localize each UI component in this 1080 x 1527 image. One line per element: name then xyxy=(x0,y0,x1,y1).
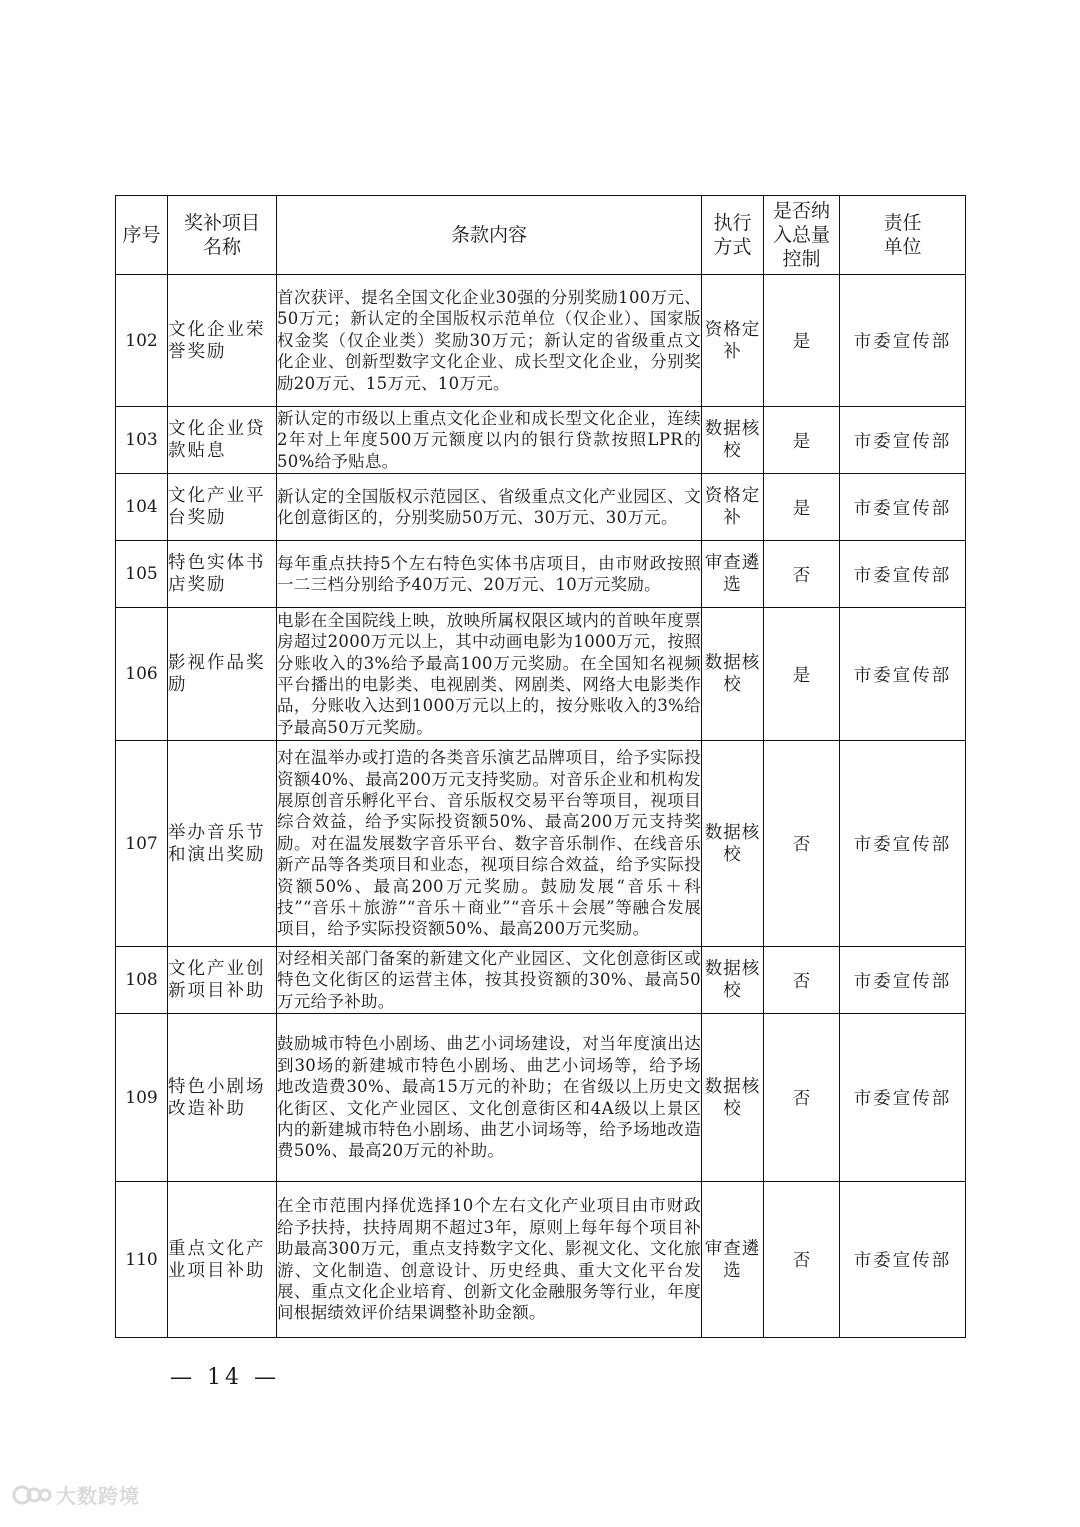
row-name: 文化产业创新项目补助 xyxy=(168,947,277,1014)
table-header-row xyxy=(116,196,966,275)
row-content: 新认定的全国版权示范园区、省级重点文化产业园区、文化创意街区的，分别奖励50万元、30万元、30万元。 xyxy=(277,474,702,541)
row-name: 举办音乐节和演出奖励 xyxy=(168,741,277,947)
row-control: 否 xyxy=(764,541,840,608)
page-number: — 14 — xyxy=(170,1365,280,1390)
row-seq: 105 xyxy=(116,541,168,608)
row-name: 文化企业贷款贴息 xyxy=(168,407,277,474)
row-unit: 市委宣传部 xyxy=(840,1182,966,1338)
watermark-text: 大数跨境 xyxy=(56,1484,140,1508)
row-control: 否 xyxy=(764,947,840,1014)
table-row xyxy=(116,608,966,741)
row-method: 数据核校 xyxy=(702,407,764,474)
row-content: 每年重点扶持5个左右特色实体书店项目，由市财政按照一二三档分别给予40万元、20万元、10万元奖励。 xyxy=(277,541,702,608)
row-seq: 103 xyxy=(116,407,168,474)
row-method: 数据核校 xyxy=(702,741,764,947)
table-row xyxy=(116,1014,966,1182)
row-name: 重点文化产业项目补助 xyxy=(168,1182,277,1338)
row-content: 在全市范围内择优选择10个左右文化产业项目由市财政给予扶持，扶持周期不超过3年，原则上每年每个项目补助最高300万元，重点支持数字文化、影视文化、文化旅游、文化制造、创意设计、历史经典、重大文化平台发展、重点文化企业培育、创新文化金融服务等行业，年度间根据绩效评价结果调整补助金额。 xyxy=(277,1182,702,1338)
row-name: 文化企业荣誉奖励 xyxy=(168,275,277,407)
row-content: 电影在全国院线上映，放映所属权限区域内的首映年度票房超过2000万元以上，其中动画电影为1000万元，按照分账收入的3%给予最高100万元奖励。在全国知名视频平台播出的电影类、电视剧类、网剧类、网络大电影类作品，分账收入达到1000万元以上的，按分账收入的3%给予最高50万元奖励。 xyxy=(277,608,702,741)
row-seq: 109 xyxy=(116,1014,168,1182)
row-content: 对在温举办或打造的各类音乐演艺品牌项目，给予实际投资额40%、最高200万元支持奖励。对音乐企业和机构发展原创音乐孵化平台、音乐版权交易平台等项目，视项目综合效益，给予实际投资额50%、最高200万元支持奖励。对在温发展数字音乐平台、数字音乐制作、在线音乐新产品等各类项目和业态，视项目综合效益，给予实际投资额50%、最高200万元奖励。鼓励发展“音乐＋科技”“音乐＋旅游”“音乐＋商业”“音乐＋会展”等融合发展项目，给予实际投资额50%、最高200万元奖励。 xyxy=(277,741,702,947)
row-control: 是 xyxy=(764,474,840,541)
table-row xyxy=(116,474,966,541)
row-control: 是 xyxy=(764,608,840,741)
row-method: 资格定补 xyxy=(702,275,764,407)
row-method: 数据核校 xyxy=(702,1014,764,1182)
row-name: 特色实体书店奖励 xyxy=(168,541,277,608)
row-control: 否 xyxy=(764,1182,840,1338)
row-method: 审查遴选 xyxy=(702,1182,764,1338)
row-seq: 108 xyxy=(116,947,168,1014)
row-unit: 市委宣传部 xyxy=(840,741,966,947)
row-content: 新认定的市级以上重点文化企业和成长型文化企业，连续2年对上年度500万元额度以内的银行贷款按照LPR的50%给予贴息。 xyxy=(277,407,702,474)
row-method: 资格定补 xyxy=(702,474,764,541)
row-unit: 市委宣传部 xyxy=(840,947,966,1014)
row-content: 首次获评、提名全国文化企业30强的分别奖励100万元、50万元；新认定的全国版权示范单位（仅企业）、国家版权金奖（仅企业类）奖励30万元；新认定的省级重点文化企业、创新型数字文化企业、成长型文化企业，分别奖励20万元、15万元、10万元。 xyxy=(277,275,702,407)
row-unit: 市委宣传部 xyxy=(840,275,966,407)
watermark xyxy=(12,1480,140,1509)
row-unit: 市委宣传部 xyxy=(840,407,966,474)
header-name: 奖补项目 名称 xyxy=(168,196,277,275)
table-row xyxy=(116,1182,966,1338)
row-control: 否 xyxy=(764,741,840,947)
row-unit: 市委宣传部 xyxy=(840,474,966,541)
policy-table xyxy=(115,195,966,1338)
header-control: 是否纳 入总量 控制 xyxy=(764,196,840,275)
row-unit: 市委宣传部 xyxy=(840,608,966,741)
row-content: 对经相关部门备案的新建文化产业园区、文化创意街区或特色文化街区的运营主体，按其投资额的30%、最高50万元给予补助。 xyxy=(277,947,702,1014)
table-row xyxy=(116,407,966,474)
row-seq: 107 xyxy=(116,741,168,947)
row-unit: 市委宣传部 xyxy=(840,1014,966,1182)
row-method: 数据核校 xyxy=(702,608,764,741)
row-method: 数据核校 xyxy=(702,947,764,1014)
header-unit: 责任 单位 xyxy=(840,196,966,275)
header-method: 执行 方式 xyxy=(702,196,764,275)
table-row xyxy=(116,947,966,1014)
table-row xyxy=(116,541,966,608)
row-unit: 市委宣传部 xyxy=(840,541,966,608)
row-name: 影视作品奖励 xyxy=(168,608,277,741)
row-name: 特色小剧场改造补助 xyxy=(168,1014,277,1182)
row-control: 否 xyxy=(764,1014,840,1182)
row-control: 是 xyxy=(764,407,840,474)
table-row xyxy=(116,275,966,407)
row-method: 审查遴选 xyxy=(702,541,764,608)
logo-icon xyxy=(12,1482,52,1508)
header-content: 条款内容 xyxy=(277,196,702,275)
row-seq: 102 xyxy=(116,275,168,407)
table-row xyxy=(116,741,966,947)
row-name: 文化产业平台奖励 xyxy=(168,474,277,541)
header-seq: 序号 xyxy=(116,196,168,275)
row-content: 鼓励城市特色小剧场、曲艺小词场建设，对当年度演出达到30场的新建城市特色小剧场、曲艺小词场等，给予场地改造费30%、最高15万元的补助；在省级以上历史文化街区、文化产业园区、文化创意街区和4A级以上景区内的新建城市特色小剧场、曲艺小词场等，给予场地改造费50%、最高20万元的补助。 xyxy=(277,1014,702,1182)
row-seq: 104 xyxy=(116,474,168,541)
row-control: 是 xyxy=(764,275,840,407)
row-seq: 110 xyxy=(116,1182,168,1338)
row-seq: 106 xyxy=(116,608,168,741)
